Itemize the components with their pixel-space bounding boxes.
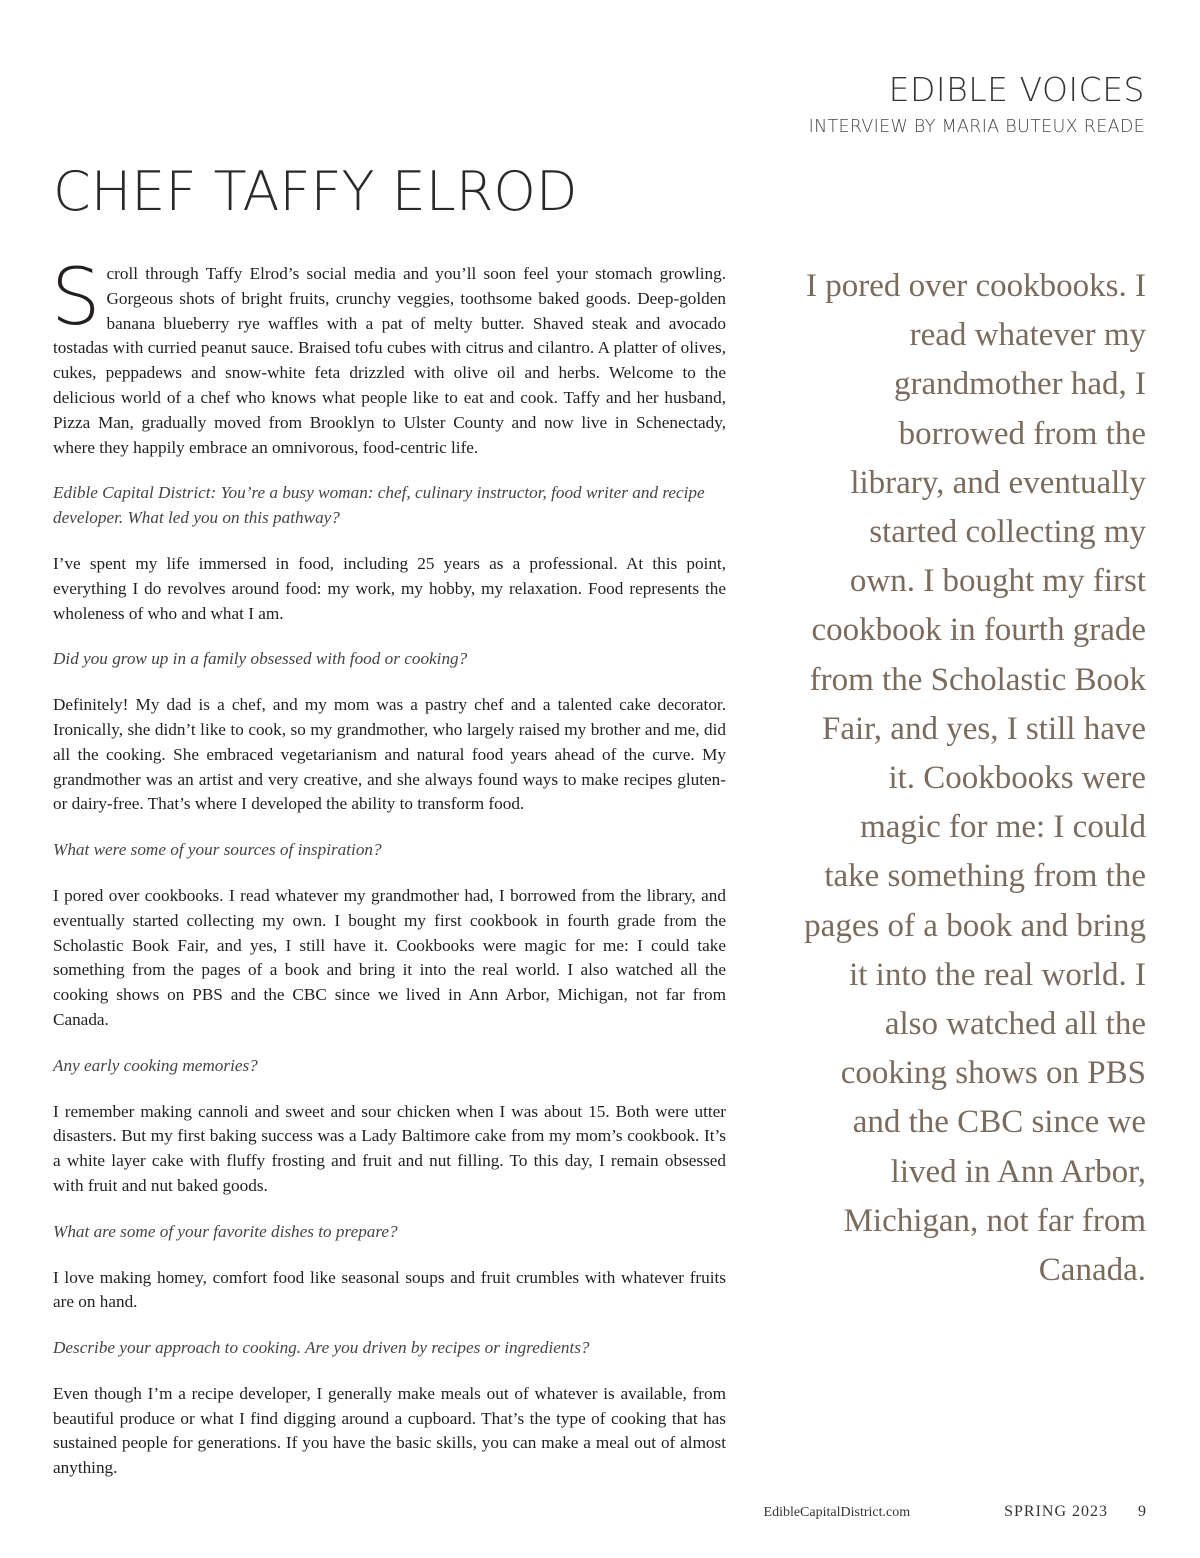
page-number: 9 xyxy=(1138,1503,1146,1520)
question: Did you grow up in a family obsessed with food or cooking? xyxy=(53,649,468,669)
question: What are some of your favorite dishes to prepare? xyxy=(53,1221,398,1241)
answer: I love making homey, comfort food like seasonal soups and fruit crumbles with whatever fruits are on hand. xyxy=(53,1267,726,1312)
question: Edible Capital District: You’re a busy woman: chef, culinary instructor, food writer and recipe developer. What led you on this pathway? xyxy=(53,483,705,528)
footer-issue: SPRING 2023 xyxy=(1004,1503,1108,1520)
question: Any early cooking memories? xyxy=(53,1055,258,1075)
answer: I pored over cookbooks. I read whatever my grandmother had, I borrowed from the library, and eventually started collecting my own. I bought my first cookbook in fourth grade from the Scholastic Book Fair, and yes, I still have it. Cookbooks were magic for me: I could take something from the pages of a book and bring it into the real world. I also watched all the cooking shows on PBS and the CBC since we lived in Ann Arbor, Michigan, not far from Canada. xyxy=(53,885,726,1029)
article-body xyxy=(51,253,726,1481)
intro-paragraph xyxy=(51,253,726,460)
byline: INTERVIEW BY MARIA BUTEUX READE xyxy=(808,117,1145,137)
answer: Definitely! My dad is a chef, and my mom was a pastry chef and a talented cake decorator. Ironically, she didn’t like to cook, so my grandmother, who largely raised my brother and me, did all the cooking. She embraced vegetarianism and natural food years ahead of the curve. My grandmother was an artist and very creative, and she always found ways to make recipes gluten- or dairy-free. That’s where I developed the ability to transform food. xyxy=(53,695,726,814)
answer: I’ve spent my life immersed in food, including 25 years as a professional. At this point, everything I do revolves around food: my work, my hobby, my relaxation. Food represents the wholeness of who and what I am. xyxy=(53,553,726,623)
question: What were some of your sources of inspiration? xyxy=(53,840,382,860)
answer: I remember making cannoli and sweet and sour chicken when I was about 15. Both were utter disasters. But my first baking success was a Lady Baltimore cake from my mom’s cookbook. It’s a white layer cake with fluffy frosting and fruit and nut filling. To this day, I remain obsessed with fruit and nut baked goods. xyxy=(53,1101,726,1195)
section-name: EDIBLE VOICES xyxy=(888,70,1145,109)
pull-quote: I pored over cookbooks. I read whatever my grandmother had, I borrowed from the library, and eventually started collecting my own. I bought my first cookbook in fourth grade from the Scholastic Book Fair, and yes, I still have it. Cookbooks were magic for me: I could take something from the pages of a book and bring it into the real world. I also watched all the cooking shows on PBS and the CBC since we lived in Ann Arbor, Michigan, not far from Canada. xyxy=(804,268,1146,1289)
page-footer xyxy=(764,1503,1146,1521)
intro-text: croll through Taffy Elrod’s social media and you’ll soon feel your stomach growling. Gorgeous shots of bright fruits, crunchy veggies, toothsome baked goods. Deep-golden banana blueberry rye waffles with a pat of melty butter. Shaved steak and avocado tostadas with curried peanut sauce. Braised tofu cubes with citrus and cilantro. A platter of olives, cukes, peppadews and snow-white feta drizzled with olive oil and herbs. Welcome to the delicious world of a chef who knows what people like to eat and cook. Taffy and her husband, Pizza Man, gradually moved from Brooklyn to Ulster County and now live in Schenectady, where they happily embrace an omnivorous, food-centric life. xyxy=(53,264,726,457)
footer-site-link[interactable]: EdibleCapitalDistrict.com xyxy=(763,1505,911,1520)
answer: Even though I’m a recipe developer, I generally make meals out of whatever is available, from beautiful produce or what I find digging around a cupboard. That’s the type of cooking that has sustained people for generations. If you have the basic skills, you can make a meal out of almost anything. xyxy=(53,1383,726,1478)
question: Describe your approach to cooking. Are you driven by recipes or ingredients? xyxy=(53,1338,590,1358)
page-title: CHEF TAFFY ELROD xyxy=(53,160,578,223)
drop-cap: S xyxy=(51,253,101,343)
